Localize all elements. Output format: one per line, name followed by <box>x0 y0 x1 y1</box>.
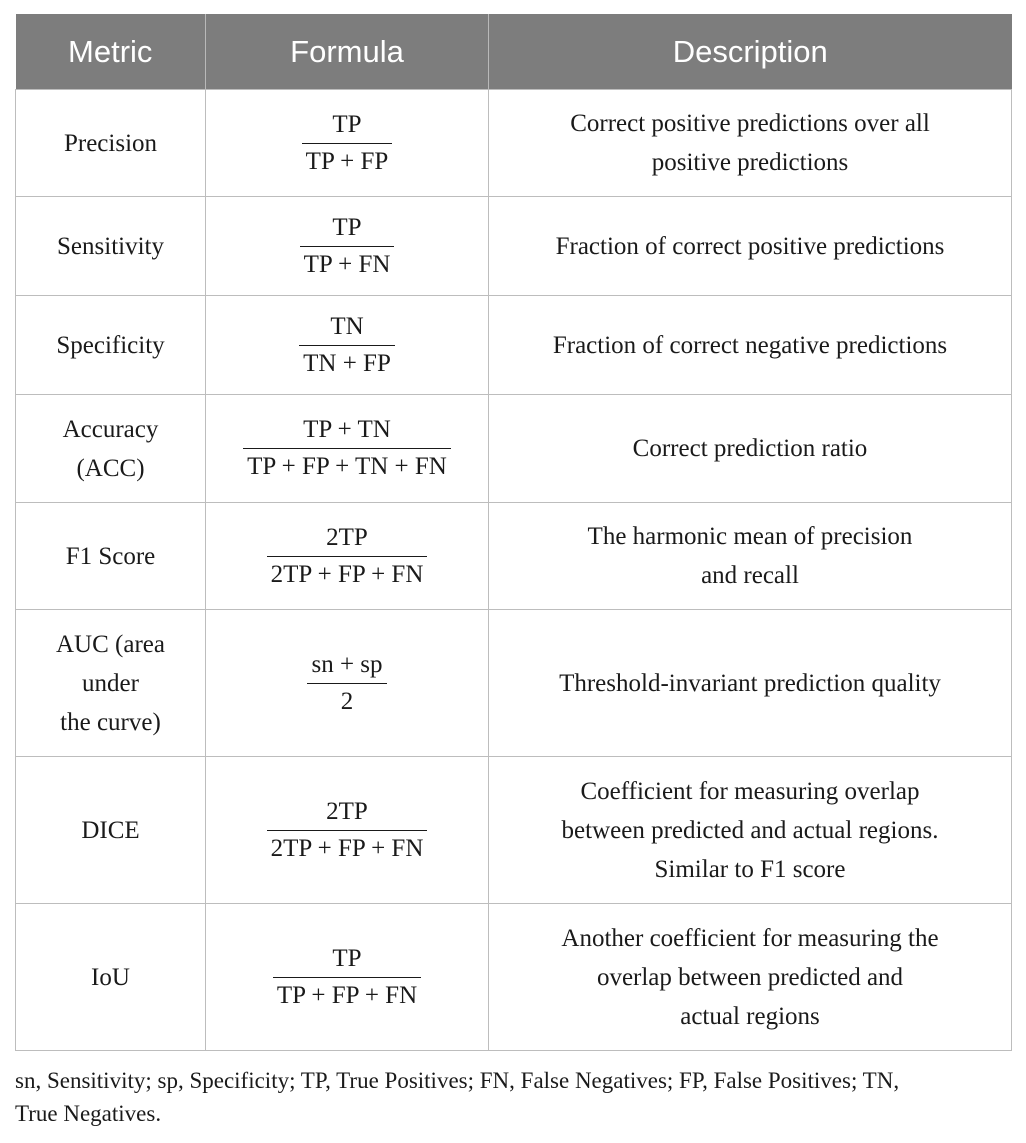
description-cell <box>489 90 1012 197</box>
metric-name: under <box>82 669 139 697</box>
formula-denominator: TP + FP <box>302 143 393 180</box>
footnote-line: sn, Sensitivity; sp, Specificity; TP, True Positives; FN, False Negatives; FP, False Positives; TN, <box>15 1068 900 1093</box>
metric-name: Precision <box>63 129 158 157</box>
description-line: Fraction of correct negative predictions <box>552 331 948 359</box>
header-description: Description <box>489 14 1012 90</box>
formula-cell <box>206 90 489 197</box>
formula-fraction <box>267 520 428 593</box>
metric-name: Sensitivity <box>57 232 164 260</box>
formula-cell <box>206 904 489 1051</box>
header-metric: Metric <box>16 14 206 90</box>
formula-numerator: TP <box>332 213 362 241</box>
table-row <box>16 90 1012 197</box>
formula-denominator: TP + FP + TN + FN <box>243 448 451 485</box>
metric-cell <box>16 503 206 610</box>
metric-cell <box>16 197 206 296</box>
metric-name: F1 Score <box>65 542 156 570</box>
metric-name: AUC (area <box>56 630 165 658</box>
formula-cell <box>206 296 489 395</box>
formula-cell <box>206 610 489 757</box>
table-row <box>16 296 1012 395</box>
metric-cell <box>16 610 206 757</box>
metric-name: (ACC) <box>76 454 145 482</box>
metric-cell <box>16 904 206 1051</box>
metric-cell <box>16 296 206 395</box>
description-cell <box>489 757 1012 904</box>
description-cell <box>489 197 1012 296</box>
description-cell <box>489 296 1012 395</box>
formula-numerator: sn + sp <box>311 650 383 678</box>
formula-numerator: 2TP <box>326 797 368 825</box>
description-line: Another coefficient for measuring the <box>561 924 939 952</box>
formula-denominator: TP + FN <box>300 246 395 283</box>
description-line: Correct positive predictions over all <box>570 110 930 137</box>
formula-numerator: 2TP <box>326 523 368 551</box>
formula-numerator: TP <box>332 944 362 972</box>
description-line: Similar to F1 score <box>654 855 846 883</box>
table-row <box>16 757 1012 904</box>
formula-denominator: 2 <box>307 683 386 720</box>
metric-name: Accuracy <box>62 415 159 443</box>
description-line: Fraction of correct positive predictions <box>555 232 945 260</box>
formula-denominator: 2TP + FP + FN <box>267 556 428 593</box>
metric-name: DICE <box>81 816 140 844</box>
formula-fraction <box>299 309 395 382</box>
table-row <box>16 197 1012 296</box>
formula-fraction <box>267 794 428 867</box>
description-line: positive predictions <box>651 149 849 176</box>
table-row <box>16 904 1012 1051</box>
header-formula: Formula <box>206 14 489 90</box>
description-line: Threshold-invariant prediction quality <box>559 669 941 697</box>
formula-numerator: TP + TN <box>303 416 391 443</box>
description-line: overlap between predicted and <box>596 963 904 991</box>
formula-numerator: TN <box>330 312 364 340</box>
formula-cell <box>206 757 489 904</box>
formula-fraction <box>300 210 395 283</box>
metric-name: IoU <box>91 963 130 991</box>
table-footnote <box>15 1064 1015 1130</box>
metric-cell <box>16 757 206 904</box>
description-cell <box>489 503 1012 610</box>
metrics-table <box>15 14 1012 1051</box>
formula-numerator: TP <box>332 110 362 138</box>
table-row <box>16 610 1012 757</box>
formula-fraction <box>273 941 421 1014</box>
formula-fraction <box>307 647 386 720</box>
description-line: The harmonic mean of precision <box>587 523 913 550</box>
footnote-line: True Negatives. <box>15 1101 162 1126</box>
formula-cell <box>206 503 489 610</box>
description-line: between predicted and actual regions. <box>561 816 939 844</box>
description-cell <box>489 395 1012 503</box>
formula-fraction <box>243 412 451 485</box>
description-line: actual regions <box>680 1002 820 1030</box>
description-line: Correct prediction ratio <box>632 435 868 462</box>
formula-denominator: TP + FP + FN <box>273 977 421 1014</box>
table-row <box>16 395 1012 503</box>
metrics-table-container <box>15 14 1011 1051</box>
formula-denominator: 2TP + FP + FN <box>267 830 428 867</box>
formula-denominator: TN + FP <box>299 345 395 382</box>
description-line: Coefficient for measuring overlap <box>580 777 920 805</box>
formula-fraction <box>302 107 393 180</box>
metric-name: the curve) <box>60 708 161 736</box>
table-row <box>16 503 1012 610</box>
formula-cell <box>206 395 489 503</box>
formula-cell <box>206 197 489 296</box>
metric-cell <box>16 90 206 197</box>
metric-cell <box>16 395 206 503</box>
description-cell <box>489 904 1012 1051</box>
description-cell <box>489 610 1012 757</box>
description-line: and recall <box>701 562 799 589</box>
metric-name: Specificity <box>56 331 165 359</box>
table-header-row <box>16 14 1012 90</box>
